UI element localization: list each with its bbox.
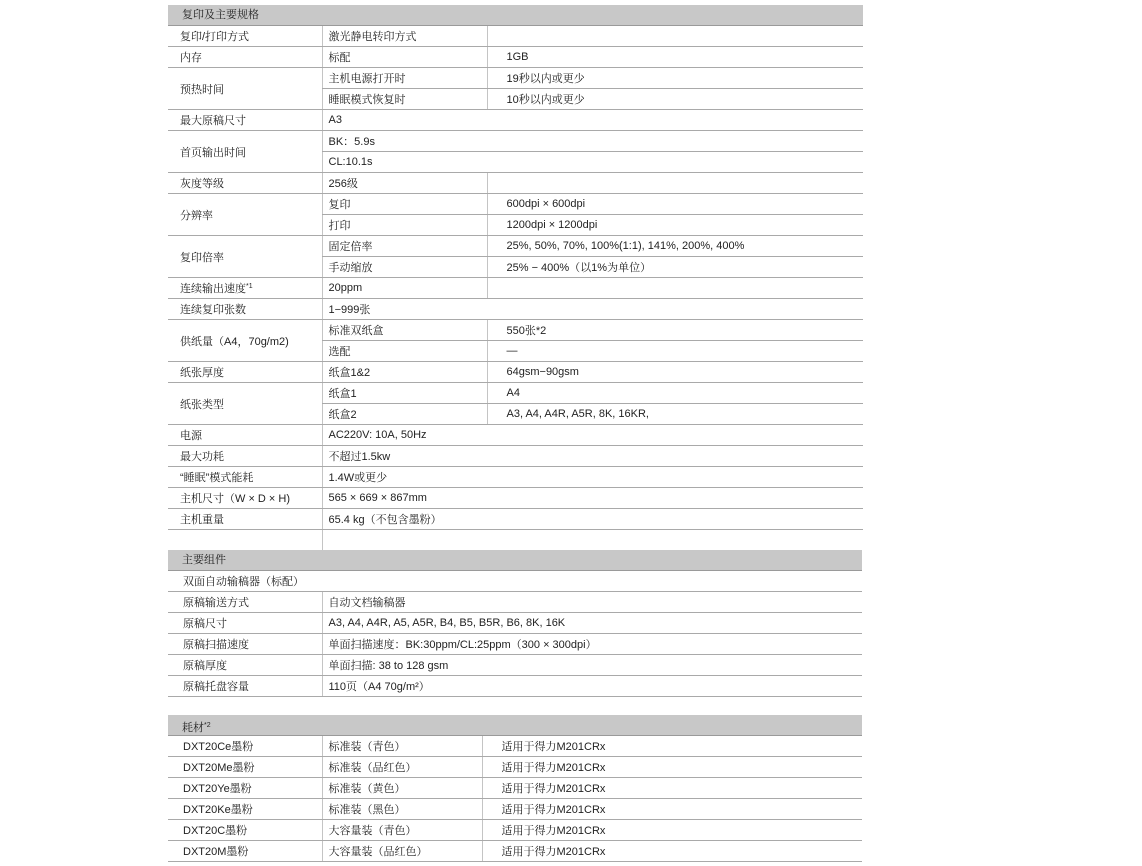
table-row	[168, 613, 862, 634]
component-value: 110页（A4 70g/m²）	[322, 676, 862, 697]
spec-value: 1−999张	[322, 299, 863, 320]
table-row	[168, 446, 863, 467]
table-row	[168, 778, 862, 799]
spec-value: 20ppm	[322, 278, 487, 299]
table-row	[168, 320, 863, 341]
spec-label: 内存	[168, 47, 322, 68]
spec-sub: 主机电源打开时	[322, 68, 487, 89]
spec-value: 65.4 kg（不包含墨粉）	[322, 509, 863, 530]
consumables-section-header	[168, 715, 862, 736]
spec-sub: 纸盒1&2	[322, 362, 487, 383]
table-row	[168, 841, 862, 862]
components-subtitle: 双面自动输稿器（标配）	[168, 571, 862, 592]
table-row	[168, 236, 863, 257]
spec-value: A3	[322, 110, 863, 131]
consumable-pack: 标准装（黄色）	[322, 778, 482, 799]
table-row	[168, 299, 863, 320]
spec-label: 复印倍率	[168, 236, 322, 278]
spec-sub: 标配	[322, 47, 487, 68]
table-row	[168, 68, 863, 89]
spec-value: 1GB	[487, 47, 863, 68]
consumable-name: DXT20Me墨粉	[168, 757, 322, 778]
spec-empty	[487, 278, 863, 299]
spec-label: “睡眠”模式能耗	[168, 467, 322, 488]
spec-sub: 标准双纸盒	[322, 320, 487, 341]
components-table	[168, 571, 862, 697]
spec-sub: 睡眠模式恢复时	[322, 89, 487, 110]
spec-label: 连续复印张数	[168, 299, 322, 320]
component-value: 单面扫描速度：BK:30ppm/CL:25ppm（300 × 300dpi）	[322, 634, 862, 655]
consumable-fit: 适用于得力M201CRx	[482, 841, 862, 862]
table-row	[168, 467, 863, 488]
table-row	[168, 173, 863, 194]
table-row	[168, 820, 862, 841]
spec-label: 最大原稿尺寸	[168, 110, 322, 131]
spec-sub: 纸盒1	[322, 383, 487, 404]
spec-label: 灰度等级	[168, 173, 322, 194]
consumable-pack: 标准装（黑色）	[322, 799, 482, 820]
spec-value: BK：5.9s	[322, 131, 863, 152]
spec-label: 纸张厚度	[168, 362, 322, 383]
component-label: 原稿输送方式	[168, 592, 322, 613]
spec-table	[168, 26, 863, 550]
consumable-pack: 标准装（青色）	[322, 736, 482, 757]
consumable-name: DXT20C墨粉	[168, 820, 322, 841]
spec-label: 纸张类型	[168, 383, 322, 425]
spec-label: 主机重量	[168, 509, 322, 530]
consumable-name: DXT20M墨粉	[168, 841, 322, 862]
spec-empty	[487, 26, 863, 47]
consumable-fit: 适用于得力M201CRx	[482, 757, 862, 778]
section-gap	[168, 697, 862, 715]
spec-sub: 打印	[322, 215, 487, 236]
consumable-pack: 大容量装（青色）	[322, 820, 482, 841]
spec-value: 激光静电转印方式	[322, 26, 487, 47]
spec-value: —	[487, 341, 863, 362]
spec-value: 565 × 669 × 867mm	[322, 488, 863, 509]
table-row	[168, 509, 863, 530]
spec-label: 电源	[168, 425, 322, 446]
spec-value: 10秒以内或更少	[487, 89, 863, 110]
spec-value: 550张*2	[487, 320, 863, 341]
table-row	[168, 655, 862, 676]
spec-sub: 复印	[322, 194, 487, 215]
spec-value: 600dpi × 600dpi	[487, 194, 863, 215]
spec-sub: 纸盒2	[322, 404, 487, 425]
consumable-fit: 适用于得力M201CRx	[482, 799, 862, 820]
spec-label: 分辨率	[168, 194, 322, 236]
spec-empty	[487, 173, 863, 194]
table-row	[168, 425, 863, 446]
consumable-name: DXT20Ce墨粉	[168, 736, 322, 757]
component-label: 原稿厚度	[168, 655, 322, 676]
spec-value: 64gsm−90gsm	[487, 362, 863, 383]
table-row	[168, 110, 863, 131]
table-row	[168, 47, 863, 68]
component-value: 单面扫描: 38 to 128 gsm	[322, 655, 862, 676]
component-label: 原稿尺寸	[168, 613, 322, 634]
table-row	[168, 592, 862, 613]
footnote-mark: *1	[246, 283, 253, 290]
table-row	[168, 488, 863, 509]
spec-label: 复印/打印方式	[168, 26, 322, 47]
table-row	[168, 634, 862, 655]
spec-label: 预热时间	[168, 68, 322, 110]
table-row	[168, 676, 862, 697]
spec-value: CL:10.1s	[322, 152, 863, 173]
consumable-fit: 适用于得力M201CRx	[482, 736, 862, 757]
spec-value: 1200dpi × 1200dpi	[487, 215, 863, 236]
spec-section-header: 复印及主要规格	[168, 5, 863, 26]
table-row	[168, 736, 862, 757]
table-row	[168, 131, 863, 152]
spec-value: 25%, 50%, 70%, 100%(1:1), 141%, 200%, 400%	[487, 236, 863, 257]
component-label: 原稿扫描速度	[168, 634, 322, 655]
consumable-name: DXT20Ke墨粉	[168, 799, 322, 820]
table-row	[168, 799, 862, 820]
spec-label	[168, 278, 322, 299]
spec-empty	[168, 530, 322, 551]
spec-label: 最大功耗	[168, 446, 322, 467]
spec-label-text: 连续输出速度	[180, 283, 246, 295]
spec-value: 不超过1.5kw	[322, 446, 863, 467]
spec-value: 25% − 400%（以1%为单位）	[487, 257, 863, 278]
spec-sub: 手动缩放	[322, 257, 487, 278]
spec-empty	[322, 530, 863, 551]
consumable-fit: 适用于得力M201CRx	[482, 820, 862, 841]
table-row	[168, 362, 863, 383]
spec-label: 首页输出时间	[168, 131, 322, 173]
spec-sheet	[168, 5, 863, 862]
spec-sub: 固定倍率	[322, 236, 487, 257]
spec-value: 19秒以内或更少	[487, 68, 863, 89]
component-value: 自动文档输稿器	[322, 592, 862, 613]
table-row-spacer	[168, 530, 863, 551]
consumable-pack: 大容量装（品红色）	[322, 841, 482, 862]
footnote-mark: *2	[204, 722, 211, 729]
consumables-title: 耗材	[182, 722, 204, 734]
component-label: 原稿托盘容量	[168, 676, 322, 697]
table-row	[168, 383, 863, 404]
spec-value: 256级	[322, 173, 487, 194]
consumable-pack: 标准装（品红色）	[322, 757, 482, 778]
table-row	[168, 26, 863, 47]
consumable-fit: 适用于得力M201CRx	[482, 778, 862, 799]
spec-label: 供纸量（A4，70g/m2)	[168, 320, 322, 362]
spec-label: 主机尺寸（W × D × H)	[168, 488, 322, 509]
spec-value: A3, A4, A4R, A5R, 8K, 16KR,	[487, 404, 863, 425]
table-row	[168, 278, 863, 299]
spec-value: 1.4W或更少	[322, 467, 863, 488]
table-row	[168, 571, 862, 592]
table-row	[168, 757, 862, 778]
component-value: A3, A4, A4R, A5, A5R, B4, B5, B5R, B6, 8K, 16K	[322, 613, 862, 634]
spec-value: A4	[487, 383, 863, 404]
table-row	[168, 194, 863, 215]
consumable-name: DXT20Ye墨粉	[168, 778, 322, 799]
consumables-table	[168, 736, 862, 862]
spec-value: AC220V: 10A, 50Hz	[322, 425, 863, 446]
spec-sub: 选配	[322, 341, 487, 362]
components-section-header: 主要组件	[168, 550, 862, 571]
